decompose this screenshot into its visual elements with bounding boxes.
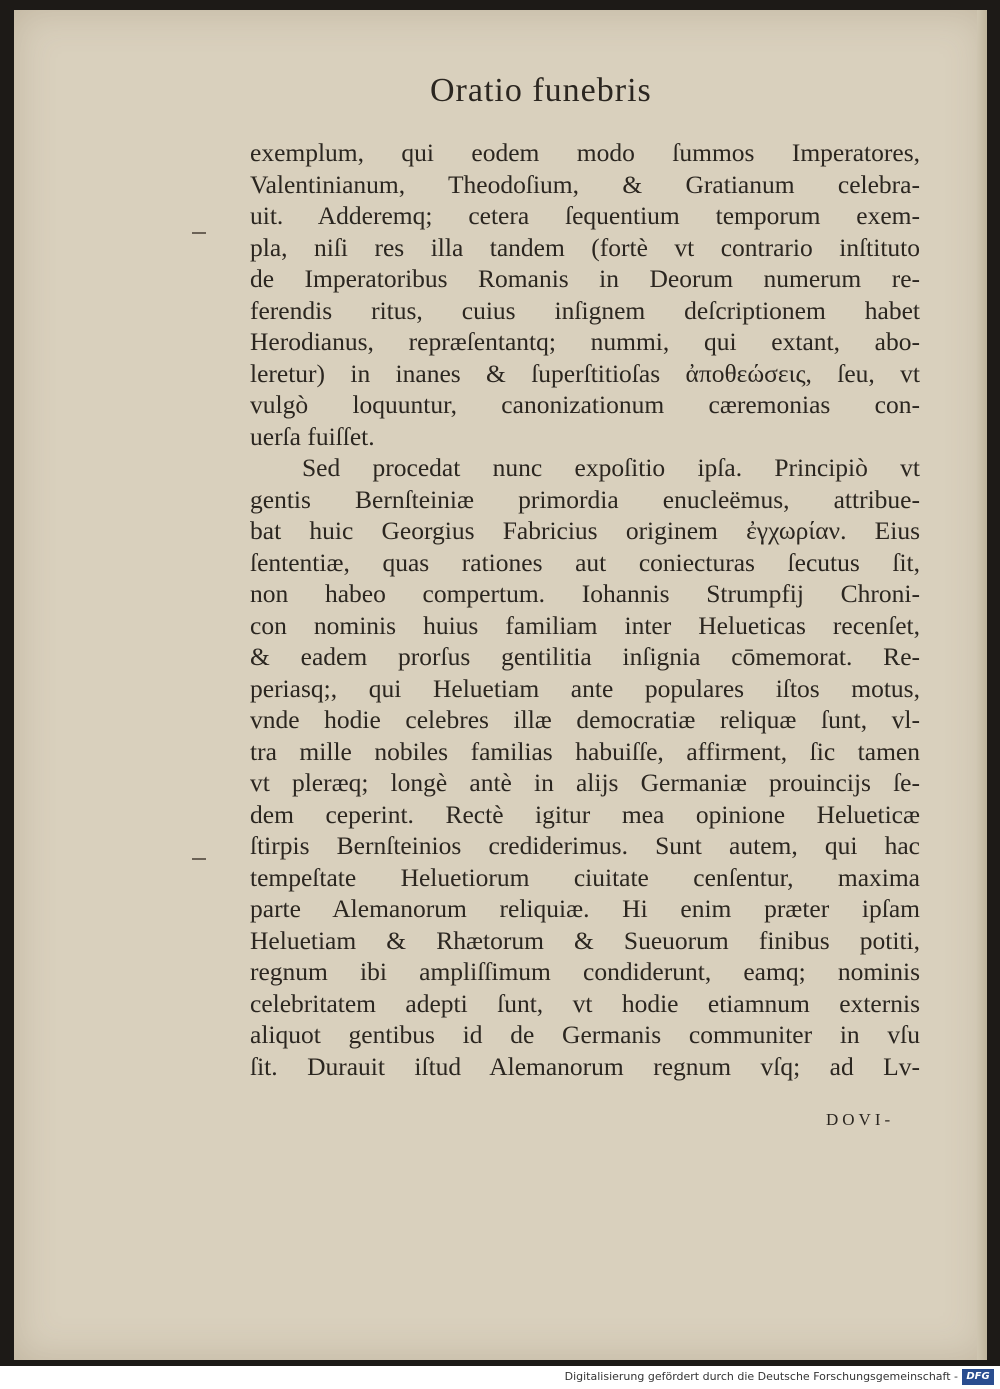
text-line: tra mille nobiles familias habuiſſe, affirment, ſic tamen [250, 736, 920, 766]
page-edge [977, 10, 987, 1360]
text-line: pla, niſi res illa tandem (fortè vt contrario inſtituto [250, 232, 920, 262]
text-line: Heluetiam & Rhætorum & Sueuorum finibus potiti, [250, 925, 920, 955]
margin-mark [192, 858, 206, 860]
text-line: dem ceperint. Rectè igitur mea opinione Helueticæ [250, 799, 920, 829]
text-line: non habeo compertum. Iohannis Strumpfij Chroni- [250, 579, 920, 608]
text-line: ferendis ritus, cuius inſignem deſcriptionem habet [250, 295, 920, 325]
text-line: de Imperatoribus Romanis in Deorum numerum re- [250, 264, 920, 293]
text-line: regnum ibi ampliſſimum condiderunt, eamq; nominis [250, 957, 920, 986]
text-line: uit. Adderemq; cetera ſequentium temporum exem- [250, 201, 920, 230]
text-line: Sed procedat nunc expoſitio ipſa. Principiò vt [302, 453, 920, 482]
text-line: Herodianus, repræſentantq; nummi, qui extant, abo- [250, 327, 920, 356]
text-line: parte Alemanorum reliquiæ. Hi enim præter ipſam [250, 894, 920, 923]
text-line: celebritatem adepti ſunt, vt hodie etiamnum externis [250, 988, 920, 1018]
text-line: & eadem prorſus gentilitia inſignia cōmemorat. Re- [250, 642, 920, 671]
text-line: ſtirpis Bernſteinios crediderimus. Sunt autem, qui hac [250, 831, 920, 860]
text-line: ſit. Durauit iſtud Alemanorum regnum vſq; ad Lv- [250, 1051, 920, 1081]
text-line: uerſa fuiſſet. [250, 421, 375, 451]
text-line: con nominis huius familiam inter Helueticas recenſet, [250, 610, 920, 640]
text-line: vulgò loquuntur, canonizationum cæremonias con- [250, 390, 920, 419]
body-text [250, 137, 920, 1082]
text-line: vnde hodie celebres illæ democratiæ reliquæ ſunt, vl- [250, 705, 920, 734]
catchword: DOVI- [826, 1110, 895, 1129]
footer-bar [0, 1366, 1000, 1389]
text-line: periasq;, qui Heluetiam ante populares iſtos motus, [250, 673, 920, 703]
text-line: gentis Bernſteiniæ primordia enucleëmus, attribue- [250, 484, 920, 514]
text-line: Valentinianum, Theodoſium, & Gratianum celebra- [250, 169, 920, 199]
text-line: leretur) in inanes & ſuperſtitioſas ἀποθεώσεις, ſeu, vt [250, 358, 920, 388]
text-line: tempeſtate Heluetiorum ciuitate cenſentur, maxima [250, 862, 920, 892]
footer-credit: Digitalisierung gefördert durch die Deutsche Forschungsgemeinschaft - [564, 1370, 958, 1383]
running-head: Oratio funebris [430, 72, 652, 109]
dfg-logo: DFG [962, 1369, 994, 1385]
text-line: exemplum, qui eodem modo ſummos Imperatores, [250, 138, 920, 167]
text-line: bat huic Georgius Fabricius originem ἐγχωρίαν. Eius [250, 516, 920, 545]
text-line: vt pleræq; longè antè in alijs Germaniæ prouincijs ſe- [250, 768, 920, 797]
text-line: ſententiæ, quas rationes aut coniecturas ſecutus ſit, [250, 547, 920, 577]
margin-mark [192, 232, 206, 234]
text-line: aliquot gentibus id de Germanis communiter in vſu [250, 1020, 920, 1049]
